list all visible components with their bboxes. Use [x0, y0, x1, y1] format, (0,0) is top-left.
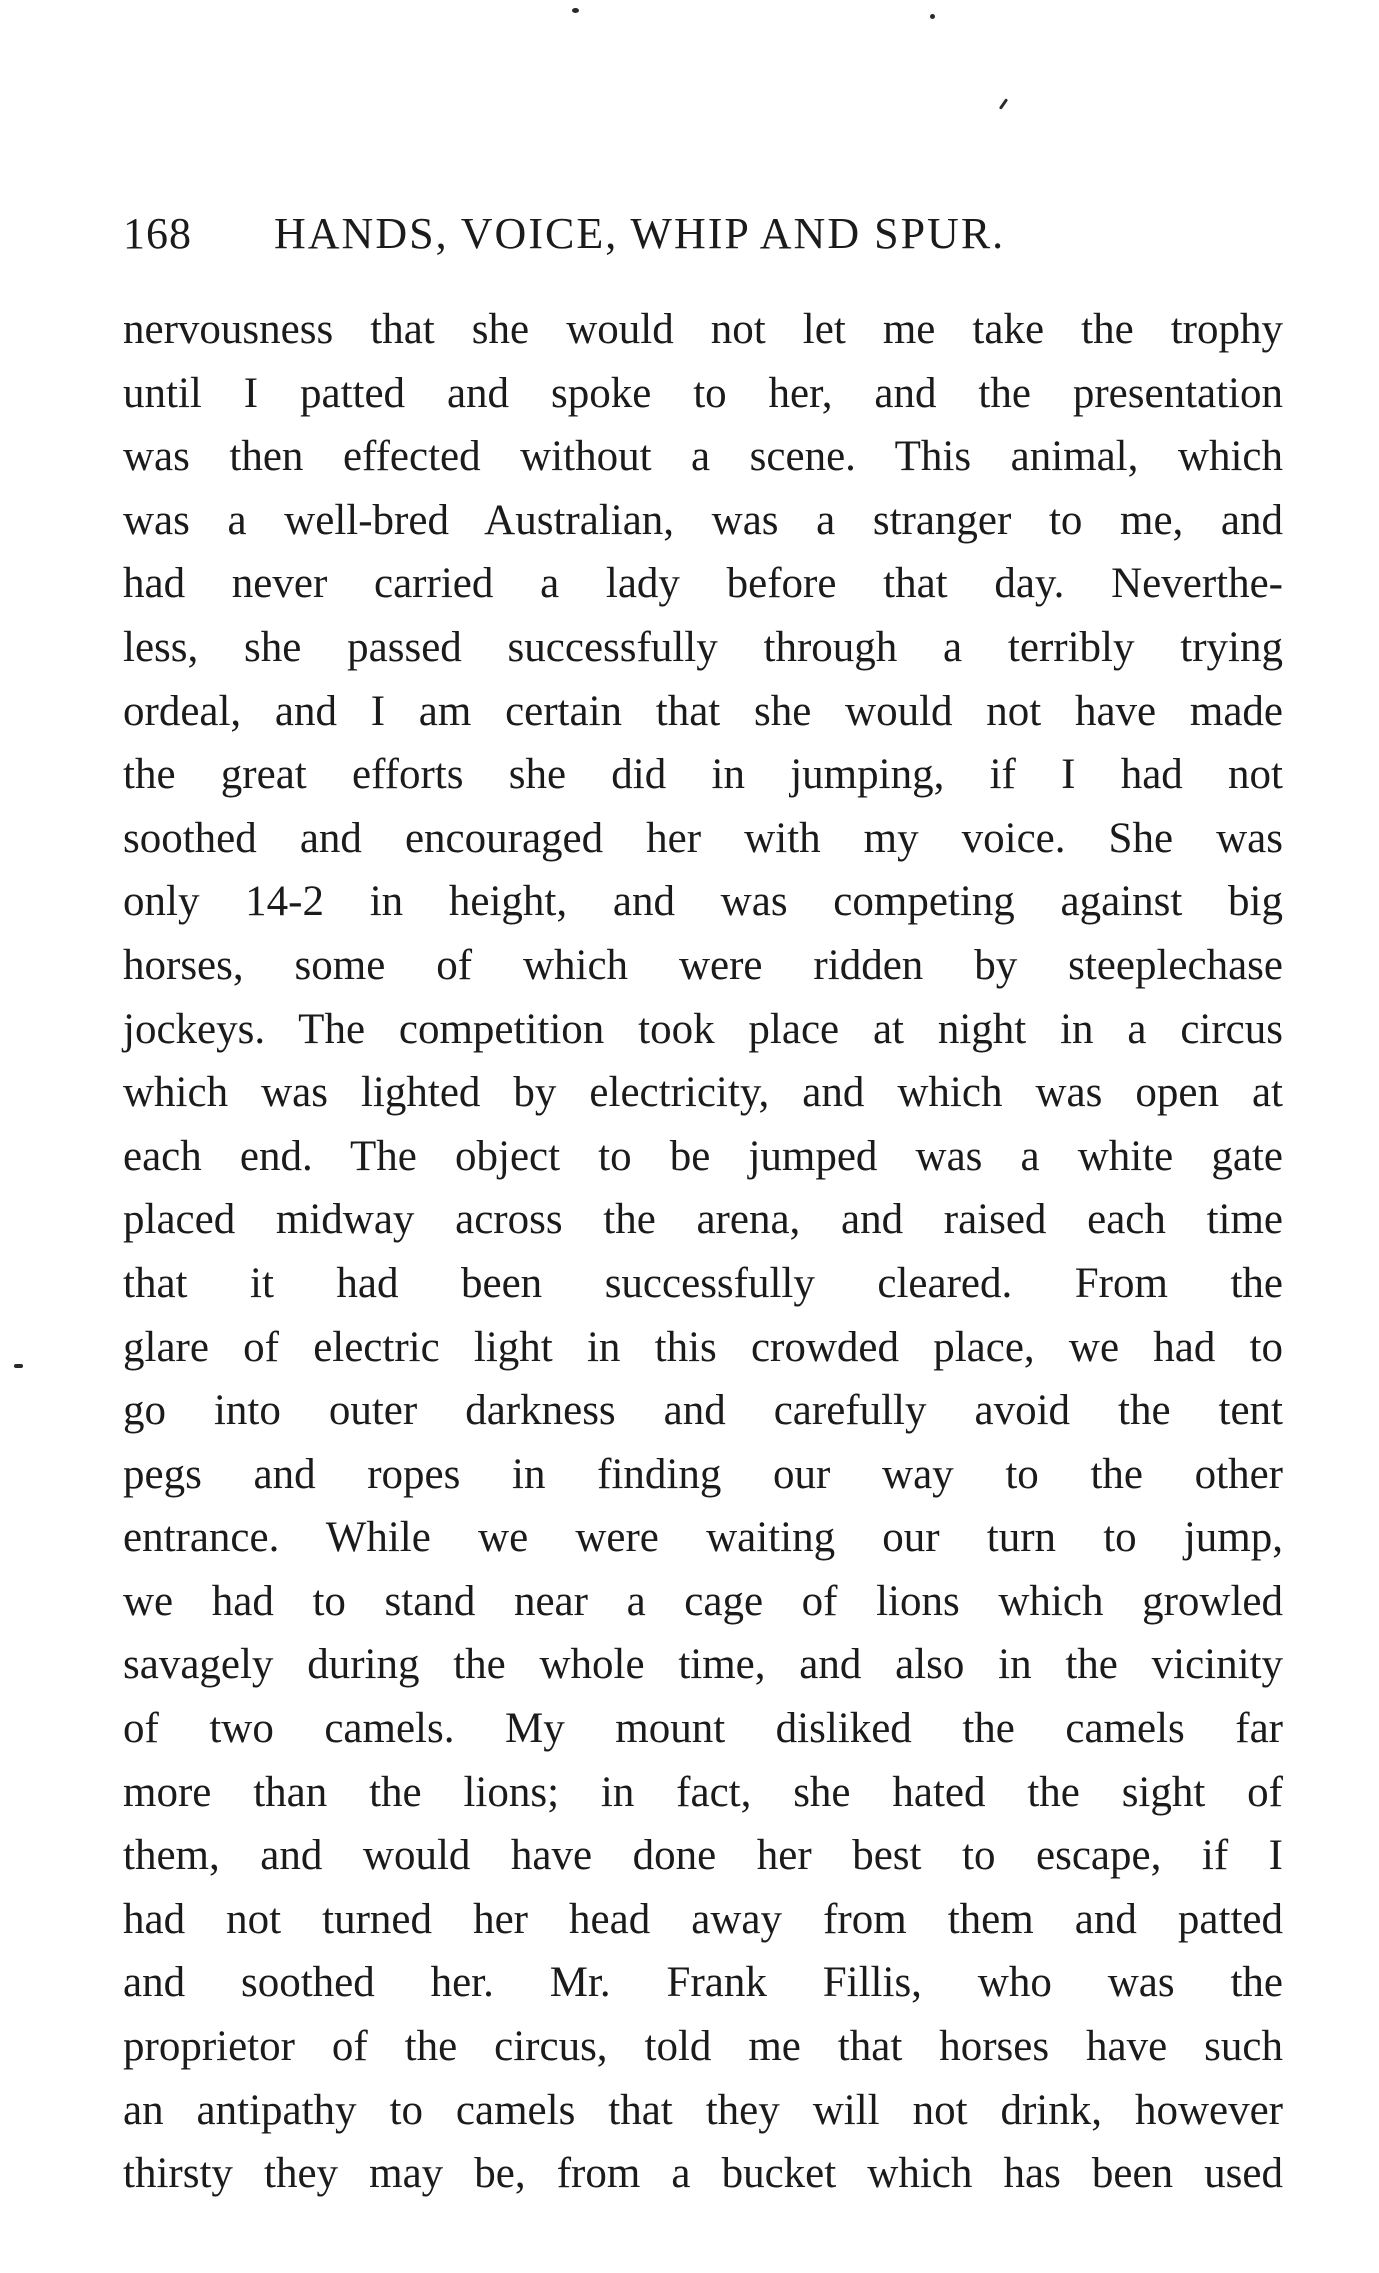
text-line: which was lighted by electricity, and which was open at [123, 1069, 1283, 1117]
print-speck [572, 8, 579, 13]
text-line: less, she passed successfully through a terribly trying [123, 623, 1283, 671]
text-line: nervousness that she would not let me take the trophy [123, 306, 1283, 353]
text-line: had never carried a lady before that day. Neverthe- [123, 560, 1283, 608]
text-line: jockeys. The competition took place at night in a circus [123, 1005, 1283, 1053]
text-line: of two camels. My mount disliked the camels far [123, 1705, 1283, 1753]
text-line: thirsty they may be, from a bucket which has been used [123, 2150, 1283, 2198]
text-line: and soothed her. Mr. Frank Fillis, who was the [123, 1959, 1283, 2007]
print-speck [999, 98, 1008, 110]
print-speck [14, 1364, 23, 1368]
text-line: entrance. While we were waiting our turn to jump, [123, 1514, 1283, 1562]
running-head [123, 208, 1283, 260]
text-line: horses, some of which were ridden by steeplechase [123, 941, 1283, 989]
text-line: had not turned her head away from them and patted [123, 1895, 1283, 1943]
text-line: savagely during the whole time, and also in the vicinity [123, 1641, 1283, 1689]
running-title: HANDS, VOICE, WHIP AND SPUR. [274, 209, 1006, 258]
text-line: glare of electric light in this crowded place, we had to [123, 1323, 1283, 1371]
text-line: that it had been successfully cleared. From the [123, 1259, 1283, 1307]
text-line: each end. The object to be jumped was a white gate [123, 1132, 1283, 1180]
text-line: go into outer darkness and carefully avoid the tent [123, 1387, 1283, 1435]
text-line: only 14-2 in height, and was competing against big [123, 878, 1283, 926]
text-line: an antipathy to camels that they will not drink, however [123, 2086, 1283, 2134]
text-line: we had to stand near a cage of lions which growled [123, 1577, 1283, 1625]
text-line: soothed and encouraged her with my voice. She was [123, 814, 1283, 862]
text-line: was a well-bred Australian, was a stranger to me, and [123, 496, 1283, 544]
page-number: 168 [123, 209, 192, 258]
text-line: proprietor of the circus, told me that horses have such [123, 2023, 1283, 2071]
text-line: them, and would have done her best to escape, if I [123, 1832, 1283, 1880]
text-line: pegs and ropes in finding our way to the other [123, 1450, 1283, 1498]
text-line: the great efforts she did in jumping, if I had not [123, 751, 1283, 799]
text-line: more than the lions; in fact, she hated the sight of [123, 1768, 1283, 1816]
text-line: placed midway across the arena, and raised each time [123, 1196, 1283, 1244]
body-paragraph [123, 298, 1283, 2206]
print-speck [930, 14, 935, 19]
text-line: was then effected without a scene. This animal, which [123, 433, 1283, 481]
text-line: ordeal, and I am certain that she would not have made [123, 687, 1283, 735]
text-line: until I patted and spoke to her, and the presentation [123, 369, 1283, 417]
